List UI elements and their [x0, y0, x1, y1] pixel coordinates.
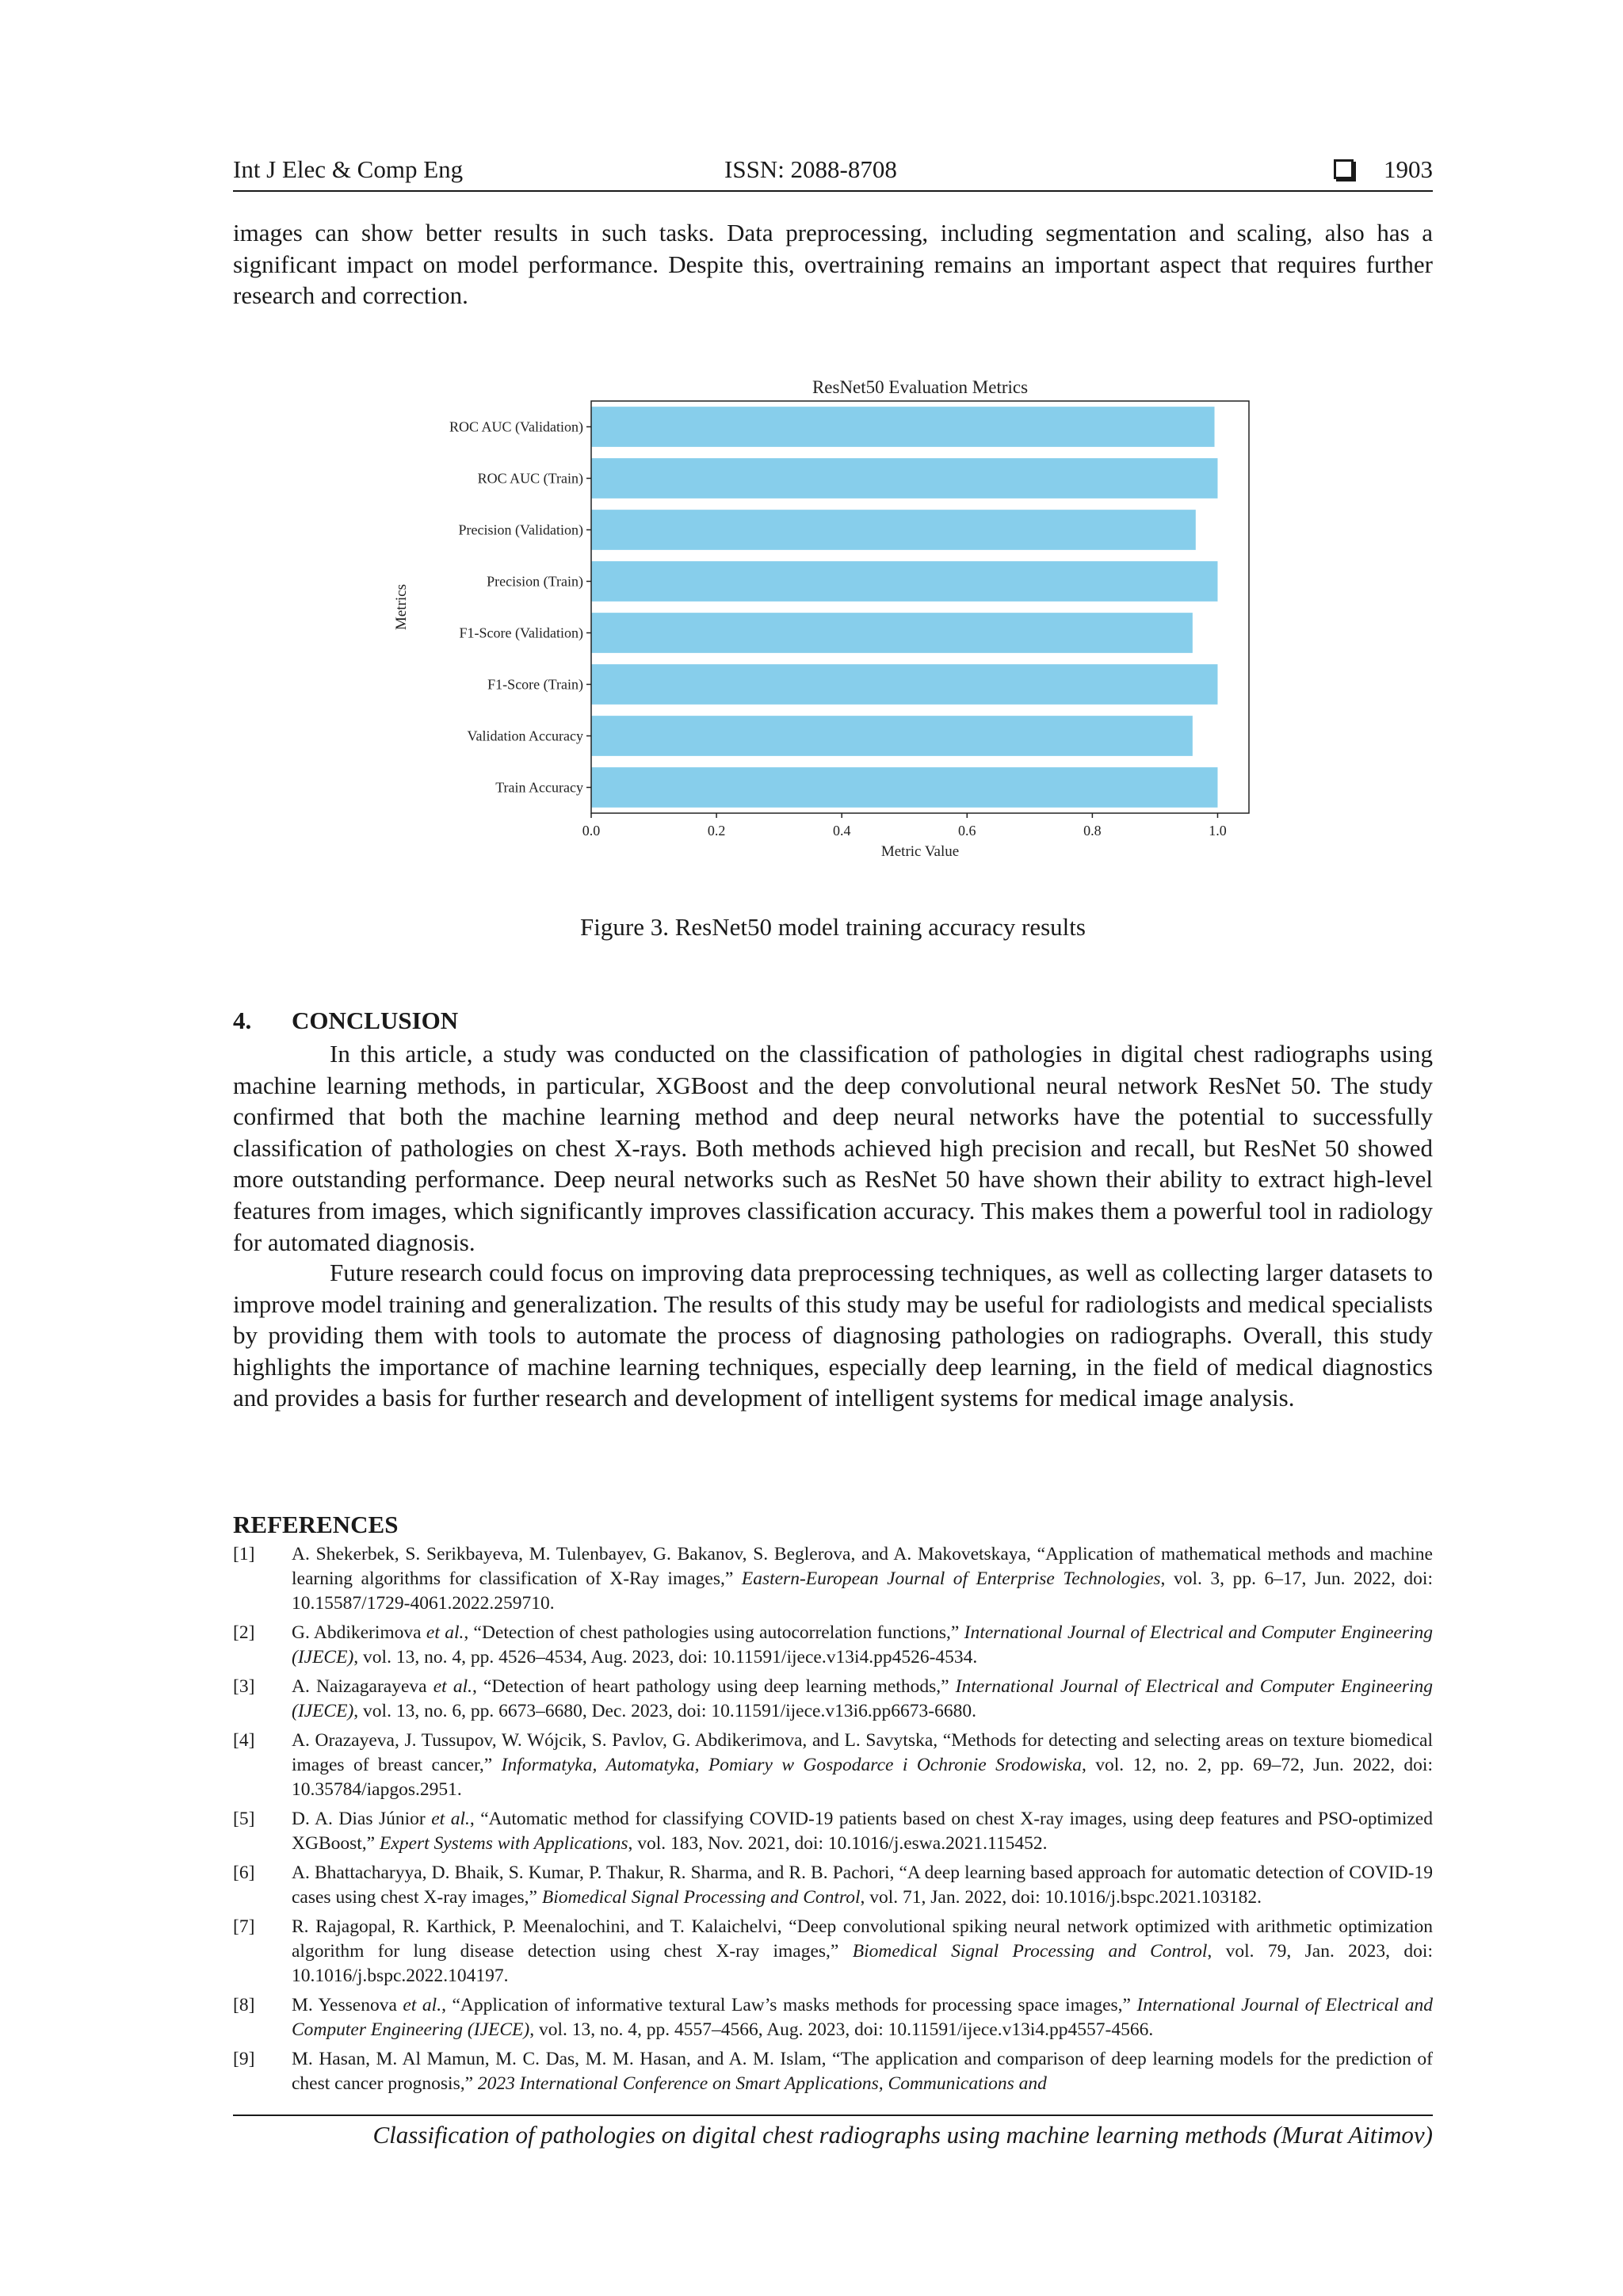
reference-number: [9] — [233, 2049, 255, 2069]
bar-roc-auc-validation — [591, 407, 1215, 447]
x-axis-label: Metric Value — [880, 843, 960, 860]
reference-item — [233, 1807, 1433, 1856]
y-tick-label: ROC AUC (Train) — [477, 470, 583, 487]
running-header — [233, 155, 1433, 189]
reference-post: , vol. 3, pp. 6–17, Jun. 2022, doi: 10.15587/1729-4061.2022.259710. — [292, 1568, 1433, 1614]
section-number: 4. — [233, 1007, 252, 1034]
reference-em-authors: et al. — [431, 1809, 470, 1829]
reference-item — [233, 1993, 1433, 2042]
x-tick-label: 0.0 — [582, 823, 601, 839]
reference-pre: A. Bhattacharyya, D. Bhaik, S. Kumar, P. Thakur, R. Sharma, and R. B. Pachori, “A deep learning based approach for automatic detection of COVID-19 cases using chest X-ray images,” — [292, 1862, 1433, 1908]
reference-mid: , “Detection of chest pathologies using autocorrelation functions,” — [464, 1622, 964, 1643]
reference-post: , vol. 12, no. 2, pp. 69–72, Jun. 2022, doi: 10.35784/iapgos.2951. — [292, 1755, 1433, 1800]
conclusion-paragraph-2: Future research could focus on improving data preprocessing techniques, as well as collecting larger datasets to improve model training and generalization. The results of this study may be useful for radiologists and medical specialists by providing them with tools to automate the process of diagnosing pathologies on radiographs. Overall, this study highlights the importance of machine learning techniques, especially deep learning, in the field of medical diagnostics and provides a basis for further research and development of intelligent systems for medical image analysis. — [233, 1259, 1433, 1412]
reference-item — [233, 1542, 1433, 1616]
reference-post: , vol. 13, no. 4, pp. 4526–4534, Aug. 2023, doi: 10.11591/ijece.v13i4.pp4526-4534. — [353, 1647, 978, 1668]
reference-mid: , “Application of informative textural Law’s masks methods for processing space images,” — [441, 1995, 1137, 2015]
reference-pre: A. Shekerbek, S. Serikbayeva, M. Tulenbayev, G. Bakanov, S. Beglerova, and A. Makovetskaya, “Application of mathematical methods and machine learning algorithms for classification of X-Ray images,” — [292, 1544, 1433, 1589]
reference-post: , vol. 13, no. 4, pp. 4557–4566, Aug. 2023, doi: 10.11591/ijece.v13i4.pp4557-4566. — [529, 2019, 1154, 2040]
conclusion-heading — [233, 1007, 458, 1035]
reference-item — [233, 1729, 1433, 1802]
reference-em-authors: et al. — [426, 1622, 464, 1643]
running-footer: Classification of pathologies on digital chest radiographs using machine learning methods (Murat Aitimov) — [372, 2121, 1433, 2149]
reference-number: [4] — [233, 1730, 255, 1751]
y-axis-label: Metrics — [393, 583, 410, 631]
reference-mid: , “Automatic method for classifying COVID-19 patients based on chest X-ray images, using deep features and PSO-optimized XGBoost,” — [292, 1809, 1433, 1854]
reference-pre: R. Rajagopal, R. Karthick, P. Meenalochini, and T. Kalaichelvi, “Deep convolutional spiking neural network optimized with arithmetic optimization algorithm for lung disease detection using chest X-ray images,” — [292, 1916, 1433, 1962]
intro-paragraph: images can show better results in such tasks. Data preprocessing, including segmentation and scaling, also has a significant impact on model performance. Despite this, overtraining remains an important aspect that requires further research and correction. — [233, 219, 1433, 310]
reference-em-authors: et al. — [433, 1676, 472, 1697]
reference-number: [2] — [233, 1622, 255, 1643]
x-tick-label: 0.6 — [958, 823, 976, 839]
y-tick-label: ROC AUC (Validation) — [449, 418, 583, 435]
bar-train-accuracy — [591, 767, 1217, 808]
x-tick-label: 0.4 — [832, 823, 851, 839]
resnet50-metrics-chart — [380, 372, 1284, 880]
reference-number: [6] — [233, 1862, 255, 1883]
y-tick-label: Precision (Train) — [487, 573, 583, 590]
y-tick-label: F1-Score (Train) — [487, 676, 583, 693]
reference-number: [8] — [233, 1995, 255, 2015]
reference-venue: Eastern-European Journal of Enterprise Technologies — [741, 1568, 1161, 1589]
y-tick-label: Precision (Validation) — [458, 521, 583, 538]
reference-venue: Expert Systems with Applications — [379, 1833, 628, 1854]
chart-title: ResNet50 Evaluation Metrics — [812, 377, 1029, 397]
issn: ISSN: 2088-8708 — [724, 155, 897, 183]
section-title: CONCLUSION — [292, 1007, 459, 1034]
reference-post: , vol. 13, no. 6, pp. 6673–6680, Dec. 2023, doi: 10.11591/ijece.v13i6.pp6673-6680. — [353, 1701, 976, 1721]
y-tick-label: F1-Score (Validation) — [459, 625, 583, 641]
y-tick-label: Train Accuracy — [495, 779, 583, 796]
references-heading: REFERENCES — [233, 1511, 399, 1538]
reference-venue: Biomedical Signal Processing and Control — [852, 1941, 1208, 1962]
reference-item — [233, 1621, 1433, 1670]
reference-post: , vol. 79, Jan. 2023, doi: 10.1016/j.bspc.2022.104197. — [292, 1941, 1433, 1986]
reference-item — [233, 2047, 1433, 2096]
bar-precision-train — [591, 561, 1217, 602]
x-tick-label: 0.2 — [707, 823, 726, 839]
references-list — [233, 1542, 1433, 2101]
bar-roc-auc-train — [591, 458, 1217, 499]
page-number: 1903 — [1384, 155, 1433, 183]
reference-item — [233, 1675, 1433, 1724]
reference-post: , vol. 183, Nov. 2021, doi: 10.1016/j.eswa.2021.115452. — [628, 1833, 1048, 1854]
reference-number: [5] — [233, 1809, 255, 1829]
reference-number: [3] — [233, 1676, 255, 1697]
bar-precision-validation — [591, 510, 1196, 550]
conclusion-paragraph-1: In this article, a study was conducted on the classification of pathologies in digital chest radiographs using machine learning methods, in particular, XGBoost and the deep convolutional neural network ResNet 50. The study confirmed that both the machine learning method and deep neural networks have the potential to successfully classification of pathologies on chest X-rays. Both methods achieved high precision and recall, but ResNet 50 showed more outstanding performance. Deep neural networks such as ResNet 50 have shown their ability to extract high-level features from images, which significantly improves classification accuracy. This makes them a powerful tool in radiology for automated diagnosis. — [233, 1040, 1433, 1256]
journal-name: Int J Elec & Comp Eng — [233, 155, 464, 183]
header-divider — [233, 190, 1433, 192]
reference-mid: , “Detection of heart pathology using deep learning methods,” — [472, 1676, 956, 1697]
reference-em-authors: et al. — [403, 1995, 442, 2015]
reference-venue: International Journal of Electrical and Computer Engineering (IJECE) — [292, 1676, 1433, 1721]
reference-venue: Informatyka, Automatyka, Pomiary w Gospodarce i Ochronie Srodowiska — [501, 1755, 1082, 1775]
reference-pre: M. Hasan, M. Al Mamun, M. C. Das, M. M. Hasan, and A. M. Islam, “The application and comparison of deep learning models for the prediction of chest cancer prognosis,” — [292, 2049, 1433, 2094]
x-tick-label: 1.0 — [1209, 823, 1227, 839]
x-tick-label: 0.8 — [1083, 823, 1102, 839]
reference-venue: International Journal of Electrical and Computer Engineering (IJECE) — [292, 1622, 1433, 1668]
reference-pre: M. Yessenova — [292, 1995, 403, 2015]
reference-venue: 2023 International Conference on Smart Applications, Communications and — [477, 2073, 1047, 2094]
checkbox-square-icon — [1334, 159, 1354, 179]
reference-number: [7] — [233, 1916, 255, 1937]
reference-pre: A. Naizagarayeva — [292, 1676, 433, 1697]
y-tick-label: Validation Accuracy — [467, 728, 583, 744]
reference-pre: A. Orazayeva, J. Tussupov, W. Wójcik, S. Pavlov, G. Abdikerimova, and L. Savytska, “Methods for detecting and selecting areas on texture biomedical images of breast cancer,” — [292, 1730, 1433, 1775]
reference-number: [1] — [233, 1544, 255, 1564]
bar-validation-accuracy — [591, 716, 1193, 756]
bar-f1-score-validation — [591, 613, 1193, 653]
reference-post: , vol. 71, Jan. 2022, doi: 10.1016/j.bspc.2021.103182. — [860, 1887, 1262, 1908]
figure-caption: Figure 3. ResNet50 model training accuracy results — [580, 913, 1086, 941]
reference-pre: G. Abdikerimova — [292, 1622, 426, 1643]
bar-f1-score-train — [591, 664, 1217, 705]
footer-divider — [233, 2115, 1433, 2116]
reference-venue: Biomedical Signal Processing and Control — [541, 1887, 861, 1908]
reference-item — [233, 1861, 1433, 1910]
reference-item — [233, 1915, 1433, 1988]
reference-venue: International Journal of Electrical and Computer Engineering (IJECE) — [292, 1995, 1433, 2040]
reference-pre: D. A. Dias Júnior — [292, 1809, 432, 1829]
